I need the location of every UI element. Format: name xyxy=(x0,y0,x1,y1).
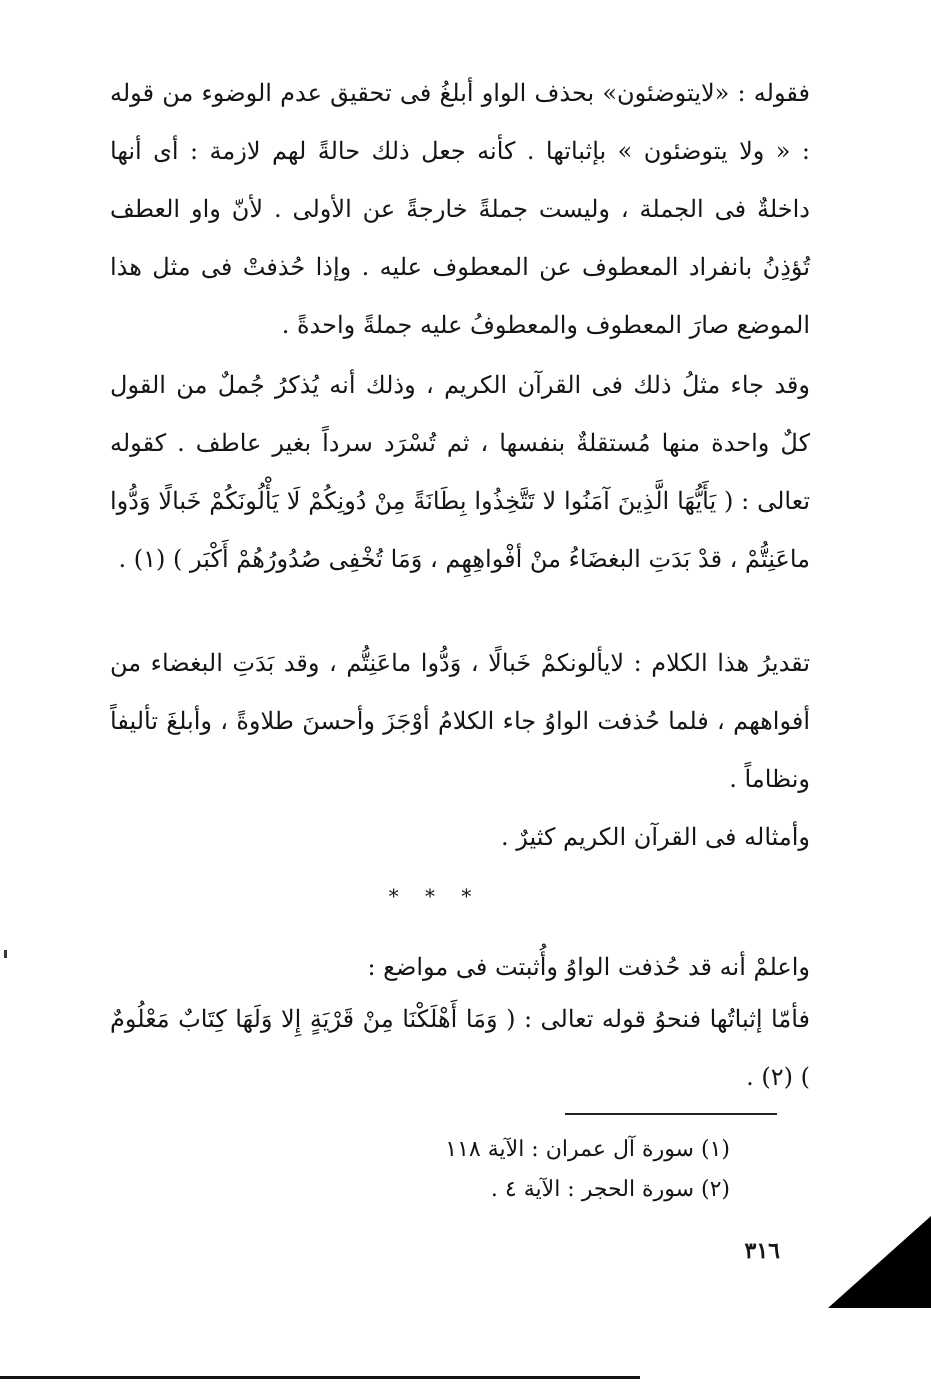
paragraph-6: فأمّا إثباتُها فنحوُ قوله تعالى : ( وَمَا أَهْلَكْنَا مِنْ قَرْيَةٍ إِلا وَلَهَا كِتَابٌ مَعْلُومٌ ) (٢) . xyxy=(110,1005,810,1091)
footnote-divider xyxy=(565,1113,777,1115)
paragraph-4: وأمثاله فى القرآن الكريم كثيرٌ . xyxy=(500,823,810,851)
footnotes xyxy=(380,1130,730,1210)
footnote-1: (١) سورة آل عمران : الآية ١١٨ xyxy=(445,1137,730,1162)
paragraph-5: واعلمْ أنه قد حُذفت الواوُ وأُثبتت فى مواضع : xyxy=(367,953,810,981)
paragraph-3: تقديرُ هذا الكلام : لايألونكمْ خَبالًا ، وَدُّوا ماعَنِتُّم ، وقد بَدَتِ البغضاء من أفواههم ، فلما حُذفت الواوُ جاء الكلامُ أوْجَزَ وأحسنَ طلاوةً ، وأبلغَ تأليفاً ونظاماً . xyxy=(110,649,810,793)
footnote-2: (٢) سورة الحجر : الآية ٤ . xyxy=(490,1177,730,1202)
page-number: ٣١٦ xyxy=(744,1238,780,1264)
scan-speck xyxy=(4,950,7,958)
section-separator: * * * xyxy=(388,884,482,908)
scan-edge-line xyxy=(0,1376,640,1379)
page-corner-shadow xyxy=(828,1216,931,1308)
paragraph-1: فقوله : «لايتوضئون» بحذف الواو أبلغُ فى تحقيق عدم الوضوء من قوله : « ولا يتوضئون » بإثباتها . كأنه جعل ذلك حالةً لهم لازمة : أى أنها داخلةٌ فى الجملة ، وليست جملةً خارجةً عن الأولى . لأنّ واو العطف تُؤذِنُ بانفراد المعطوف عن المعطوف عليه . وإذا حُذفتْ فى مثل هذا الموضع صارَ المعطوف والمعطوفُ عليه جملةً واحدةً . xyxy=(110,79,810,339)
paragraph-2: وقد جاء مثلُ ذلك فى القرآن الكريم ، وذلك أنه يُذكرُ جُملٌ من القول كلٌ واحدة منها مُستقلةٌ بنفسها ، ثم تُسْرَد سرداً بغير عاطف . كقوله تعالى : ( يَأَيُّهَا الَّذِينَ آمَنُوا لا تَتَّخِذُوا بِطَانَةً مِنْ دُونِكُمْ لَا يَأْلُونَكُمْ خَبالًا وَدُّوا ماعَنِتُّمْ ، قدْ بَدَتِ البغضَاءُ منْ أفْواهِهِم ، وَمَا تُخْفِى صُدُورُهُمْ أَكْبَر ) (١) . xyxy=(110,371,810,573)
